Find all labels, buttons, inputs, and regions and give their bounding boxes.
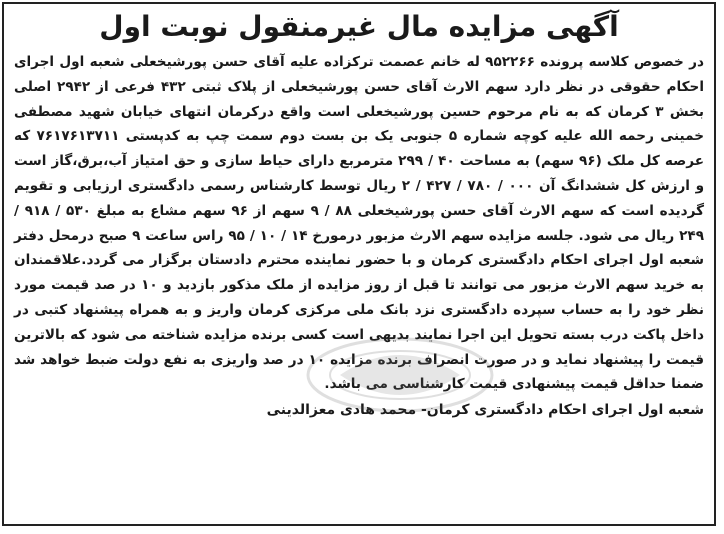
notice-title: آگهی مزایده مال غیرمنقول نوبت اول xyxy=(99,10,619,43)
notice-body: در خصوص کلاسه پرونده ۹۵۲۲۶۶ له خانم عصمت ترکزاده علیه آقای حسن پورشیخعلی شعبه اول اجرای احکام حقوقی در نظر دارد سهم الارث آقای حسن پورشیخعلی از پلاک ثبتی ۴۳۲ فرعی از ۲۹۴۲ اصلی بخش ۳ کرمان که به نام مرحوم حسین پورشیخعلی است واقع درکرمان انتهای خیابان شهید مصطفی خمینی رحمه الله علیه کوچه شماره ۵ جنوبی یک بن بست دوم سمت چپ به کدپستی ۷۶۱۷۶۱۳۷۱۱ که عرصه کل ملک (۹۶ سهم) به مساحت ۴۰ / ۲۹۹ مترمربع دارای حیاط سازی و حق امتیاز آب،برق،گاز است و ارزش کل ششدانگ آن ۰۰۰ / ۷۸۰ / ۴۲۷ / ۲ ریال توسط کارشناس رسمی دادگستری ارزیابی و تقویم گردیده است که سهم الارث آقای حسن پورشیخعلی ۸۸ / ۹ سهم از ۹۶ سهم مشاع به مبلغ ۵۳۰ / ۹۱۸ / ۲۴۹ ریال می شود. جلسه مزایده سهم الارث مزبور درمورخ ۱۴ / ۱۰ / ۹۵ راس ساعت ۹ صبح درمحل دفتر شعبه اول اجرای احکام دادگستری کرمان و با حضور نماینده محترم دادستان برگزار می گردد.علاقمندان به خرید سهم الارث مزبور می توانند تا قبل از روز مزایده از ملک مذکور بازدید و ۱۰ در صد قیمت مورد نظر خود را به حساب سپرده دادگستری نزد بانک ملی مرکزی کرمان واریز و به همراه پیشنهاد کتبی در داخل پاکت درب بسته تحویل این اجرا نمایند بدیهی است کسی برنده مزایده شناخته می شود که بالاترین قیمت را پیشنهاد نماید و در صورت انصراف برنده مزایده ۱۰ در صد واریزی به نفع دولت ضبط خواهد شد ضمنا حداقل قیمت پیشنهادی قیمت کارشناسی می باشد. xyxy=(14,54,705,393)
notice-signature: شعبه اول اجرای احکام دادگستری کرمان- محمد هادی معزالدینی xyxy=(266,402,704,419)
auction-notice xyxy=(2,2,716,526)
